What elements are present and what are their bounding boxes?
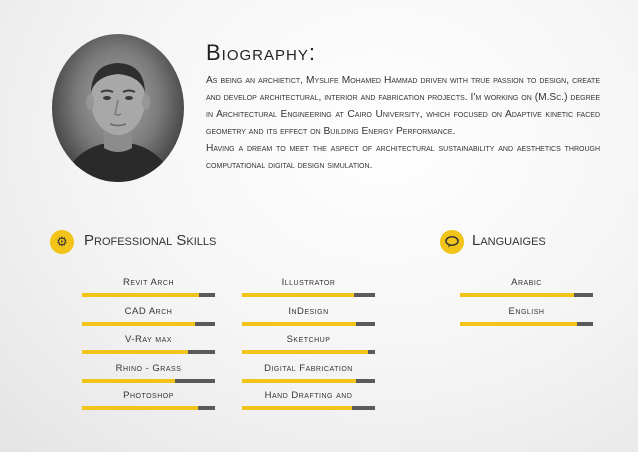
skill-item [242,389,375,410]
skill-item [242,276,375,297]
skill-bar-fill [82,293,199,297]
skill-label: Revit Arch [122,277,175,288]
skill-label: Hand Drafting and [264,390,353,401]
skill-bar [242,379,375,383]
skill-bar [82,379,215,383]
biography-text [206,72,600,174]
language-label: English [508,306,545,317]
skill-bar-fill [82,379,175,383]
language-item [460,276,593,297]
professional-skills-title: Professional Skills [84,232,217,249]
language-bar-fill [460,322,577,326]
language-bar [460,322,593,326]
biography-paragraph: Having a dream to meet the aspect of architectural sustainability and aesthetics through computational digital design simulation. [206,143,600,171]
skill-label: Photoshop [123,390,174,401]
skill-bar-fill [82,350,188,354]
skill-bar [82,322,215,326]
skill-bar [82,406,215,410]
skill-bar [242,293,375,297]
skill-label: Rhino - Grass [115,363,182,374]
skill-label: CAD Arch [124,306,173,317]
skill-bar-fill [242,293,354,297]
skill-item [82,305,215,326]
skill-bar [82,293,215,297]
skill-item [242,333,375,354]
language-bar-fill [460,293,574,297]
skill-label: V-Ray max [125,334,172,345]
skill-item [82,389,215,410]
skill-bar [82,350,215,354]
skill-item [242,305,375,326]
biography-paragraph: As being an archietict, Myslife Mohamed Hammad driven with true passion to design, create and develop architectural, interior and fabrication projects. I'm working on (M.Sc.) degree in Architectural Engineering at Cairo University, which focused on Adaptive kinetic faced geometry and its effect on Building Energy Performance. [206,75,600,137]
skill-item [82,276,215,297]
languages-title: Languaiges [472,232,546,249]
gears-icon: ⚙ [50,230,74,254]
skill-label: Illustrator [281,277,336,288]
skill-item [242,362,375,383]
skill-bar [242,350,375,354]
skill-bar [242,322,375,326]
skill-label: InDesign [288,306,329,317]
skill-label: Sketchup [286,334,331,345]
skill-item [82,362,215,383]
language-bar [460,293,593,297]
language-item [460,305,593,326]
skill-bar-fill [242,379,356,383]
speech-bubble-icon [440,230,464,254]
skill-bar-fill [242,350,368,354]
biography-title: Biography: [206,40,316,65]
language-label: Arabic [511,277,542,288]
skill-label: Digital Fabrication [264,363,353,374]
skill-bar-fill [82,322,195,326]
skill-bar [242,406,375,410]
skill-item [82,333,215,354]
profile-photo [52,34,184,182]
skill-bar-fill [242,406,352,410]
skill-bar-fill [242,322,356,326]
skill-bar-fill [82,406,198,410]
